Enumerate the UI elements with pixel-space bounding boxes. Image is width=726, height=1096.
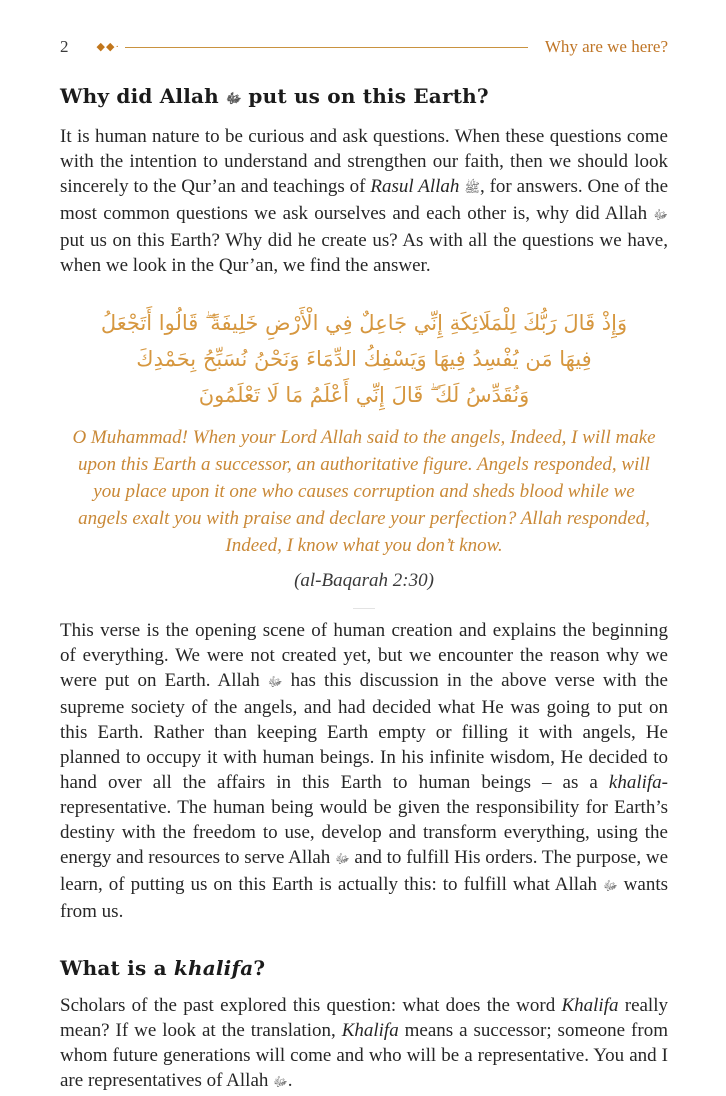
arabic-verse-line: فِيهَا مَن يُفْسِدُ فِيهَا وَيَسْفِكُ الدِّمَاءَ وَنَحْنُ نُسَبِّحُ بِحَمْدِكَ <box>136 347 592 371</box>
honorific-icon: ﷻ <box>226 91 242 107</box>
page-header <box>60 38 668 56</box>
honorific-icon: ﷻ <box>273 1075 288 1090</box>
honorific-icon: ﷻ <box>603 879 618 894</box>
body-paragraph-2: This verse is the opening scene of human creation and explains the beginning of everything. We were not created yet, but we encounter the reason why we were put on Earth. Allah ﷻ has this discussion in the above verse with the supreme society of the angels, and had decided what He was going to put on this Earth. Rather than keeping Earth empty or filling it with angels, He planned to occupy it with human beings. In his infinite wisdom, He decided to hand over all the affairs in this Earth to human beings – as a khalifa-representative. The human being would be given the responsibility for Earth’s destiny with the freedom to use, develop and transform everything, using the energy and resources to serve Allah ﷻ and to fulfill His orders. The purpose, we learn, of putting us on this Earth is actually this: to fulfill what Allah ﷻ wants from us. <box>60 620 669 922</box>
verse-citation: (al-Baqarah 2:30) <box>294 570 434 591</box>
honorific-icon: ﷺ <box>464 181 480 196</box>
arabic-verse-line: وَنُقَدِّسُ لَكَ ۖ قَالَ إِنِّي أَعْلَمُ مَا لَا تَعْلَمُونَ <box>198 383 530 407</box>
body-paragraph-3: Scholars of the past explored this question: what does the word Khalifa really mean? If we look at the translation, Khalifa means a successor; someone from whom future generations will come and who will be a representative. You and I are representatives of Allah ﷻ. <box>60 995 668 1091</box>
page-number: 2 <box>60 37 69 56</box>
honorific-icon: ﷻ <box>335 852 350 867</box>
section-heading-what-is-khalifa: What is a khalifa? <box>60 956 266 980</box>
diamond-ornament-icon: ◆◆· <box>96 41 121 53</box>
header-rule <box>125 47 528 48</box>
arabic-verse <box>60 305 668 413</box>
running-title: Why are we here? <box>544 37 668 56</box>
arabic-verse-line: وَإِذْ قَالَ رَبُّكَ لِلْمَلَائِكَةِ إِنِّي جَاعِلٌ فِي الْأَرْضِ خَلِيفَةً ۖ قَالُوا أَتَجْعَلُ <box>100 311 628 335</box>
body-paragraph-1: It is human nature to be curious and ask questions. When these questions come with the intention to understand and strengthen our faith, then we should look sincerely to the Qur’an and teachings of Rasul Allah ﷺ, for answers. One of the most common questions we ask ourselves and each other is, why did Allah ﷻ put us on this Earth? Why did he create us? As with all the questions we have, when we look in the Qur’an, we find the answer. <box>60 126 669 276</box>
honorific-icon: ﷻ <box>653 208 668 223</box>
honorific-icon: ﷻ <box>267 675 283 690</box>
section-divider <box>353 608 375 609</box>
verse-translation: O Muhammad! When your Lord Allah said to the angels, Indeed, I will make upon this Earth a successor, an authoritative figure. Angels responded, will you place upon it one who causes corruption and sheds blood while we angels exalt you with praise and declare your perfection? Allah responded, Indeed, I know what you don’t know. <box>72 427 656 556</box>
section-heading-why-earth: Why did Allah ﷻ put us on this Earth? <box>60 84 489 108</box>
